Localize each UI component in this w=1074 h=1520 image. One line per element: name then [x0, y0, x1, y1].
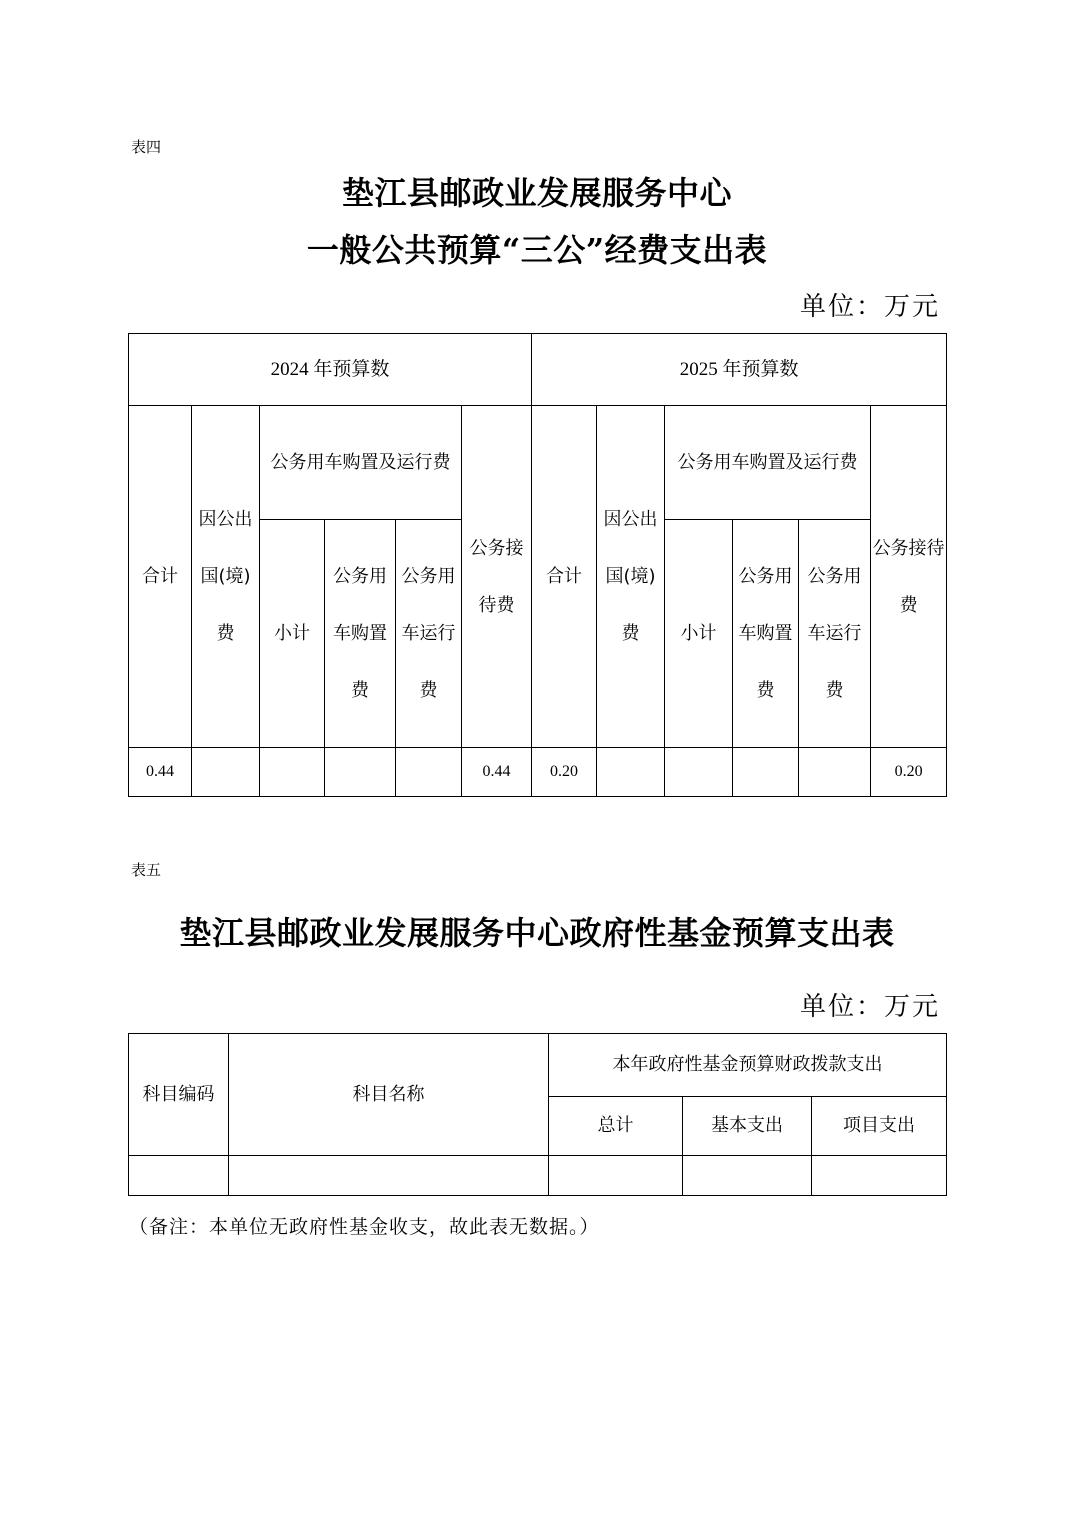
- table4-tag: 表四: [131, 138, 162, 156]
- table4-unit: 单位：万元: [800, 292, 941, 322]
- col-purchase-2025: 公务用车购置费: [733, 520, 799, 748]
- col-subject-code: 科目编码: [129, 1034, 229, 1156]
- table5-tag: 表五: [131, 861, 162, 879]
- value-reception-2024: 0.44: [462, 748, 532, 797]
- value-subtotal-2025: [665, 748, 733, 797]
- col-operation-2025: 公务用车运行费: [799, 520, 871, 748]
- year-2025-header: 2025 年预算数: [532, 334, 947, 406]
- empty-cell: [683, 1156, 812, 1196]
- three-public-expense-table: [128, 333, 947, 797]
- value-purchase-2025: [733, 748, 799, 797]
- value-subtotal-2024: [260, 748, 325, 797]
- empty-cell: [129, 1156, 229, 1196]
- value-operation-2024: [396, 748, 462, 797]
- value-total-2025: 0.20: [532, 748, 597, 797]
- col-fund-expense-group: 本年政府性基金预算财政拨款支出: [549, 1034, 947, 1097]
- col-basic-expense: 基本支出: [683, 1097, 812, 1156]
- empty-cell: [812, 1156, 947, 1196]
- table4-title-line2: 一般公共预算“三公”经费支出表: [306, 231, 768, 269]
- col-total-2025: 合计: [532, 406, 597, 748]
- col-vehicle-2025: 公务用车购置及运行费: [665, 406, 871, 520]
- table4-title-line1: 垫江县邮政业发展服务中心: [341, 174, 732, 212]
- government-fund-table: [128, 1033, 947, 1196]
- value-reception-2025: 0.20: [871, 748, 947, 797]
- year-2024-header: 2024 年预算数: [129, 334, 532, 406]
- value-operation-2025: [799, 748, 871, 797]
- table5-note: （备注：本单位无政府性基金收支，故此表无数据。）: [129, 1216, 600, 1238]
- col-subtotal-2025: 小计: [665, 520, 733, 748]
- col-vehicle-2024: 公务用车购置及运行费: [260, 406, 462, 520]
- col-abroad-2024: 因公出国(境)费: [192, 406, 260, 748]
- empty-cell: [549, 1156, 683, 1196]
- col-subtotal-2024: 小计: [260, 520, 325, 748]
- col-reception-2025: 公务接待费: [871, 406, 947, 748]
- col-abroad-2025: 因公出国(境)费: [597, 406, 665, 748]
- col-reception-2024: 公务接待费: [462, 406, 532, 748]
- col-operation-2024: 公务用车运行费: [396, 520, 462, 748]
- table5-unit: 单位：万元: [800, 992, 941, 1022]
- col-project-expense: 项目支出: [812, 1097, 947, 1156]
- value-purchase-2024: [325, 748, 396, 797]
- col-subject-name: 科目名称: [229, 1034, 549, 1156]
- col-grand-total: 总计: [549, 1097, 683, 1156]
- col-purchase-2024: 公务用车购置费: [325, 520, 396, 748]
- empty-cell: [229, 1156, 549, 1196]
- value-total-2024: 0.44: [129, 748, 192, 797]
- col-total-2024: 合计: [129, 406, 192, 748]
- value-abroad-2024: [192, 748, 260, 797]
- table5-title: 垫江县邮政业发展服务中心政府性基金预算支出表: [179, 914, 895, 952]
- value-abroad-2025: [597, 748, 665, 797]
